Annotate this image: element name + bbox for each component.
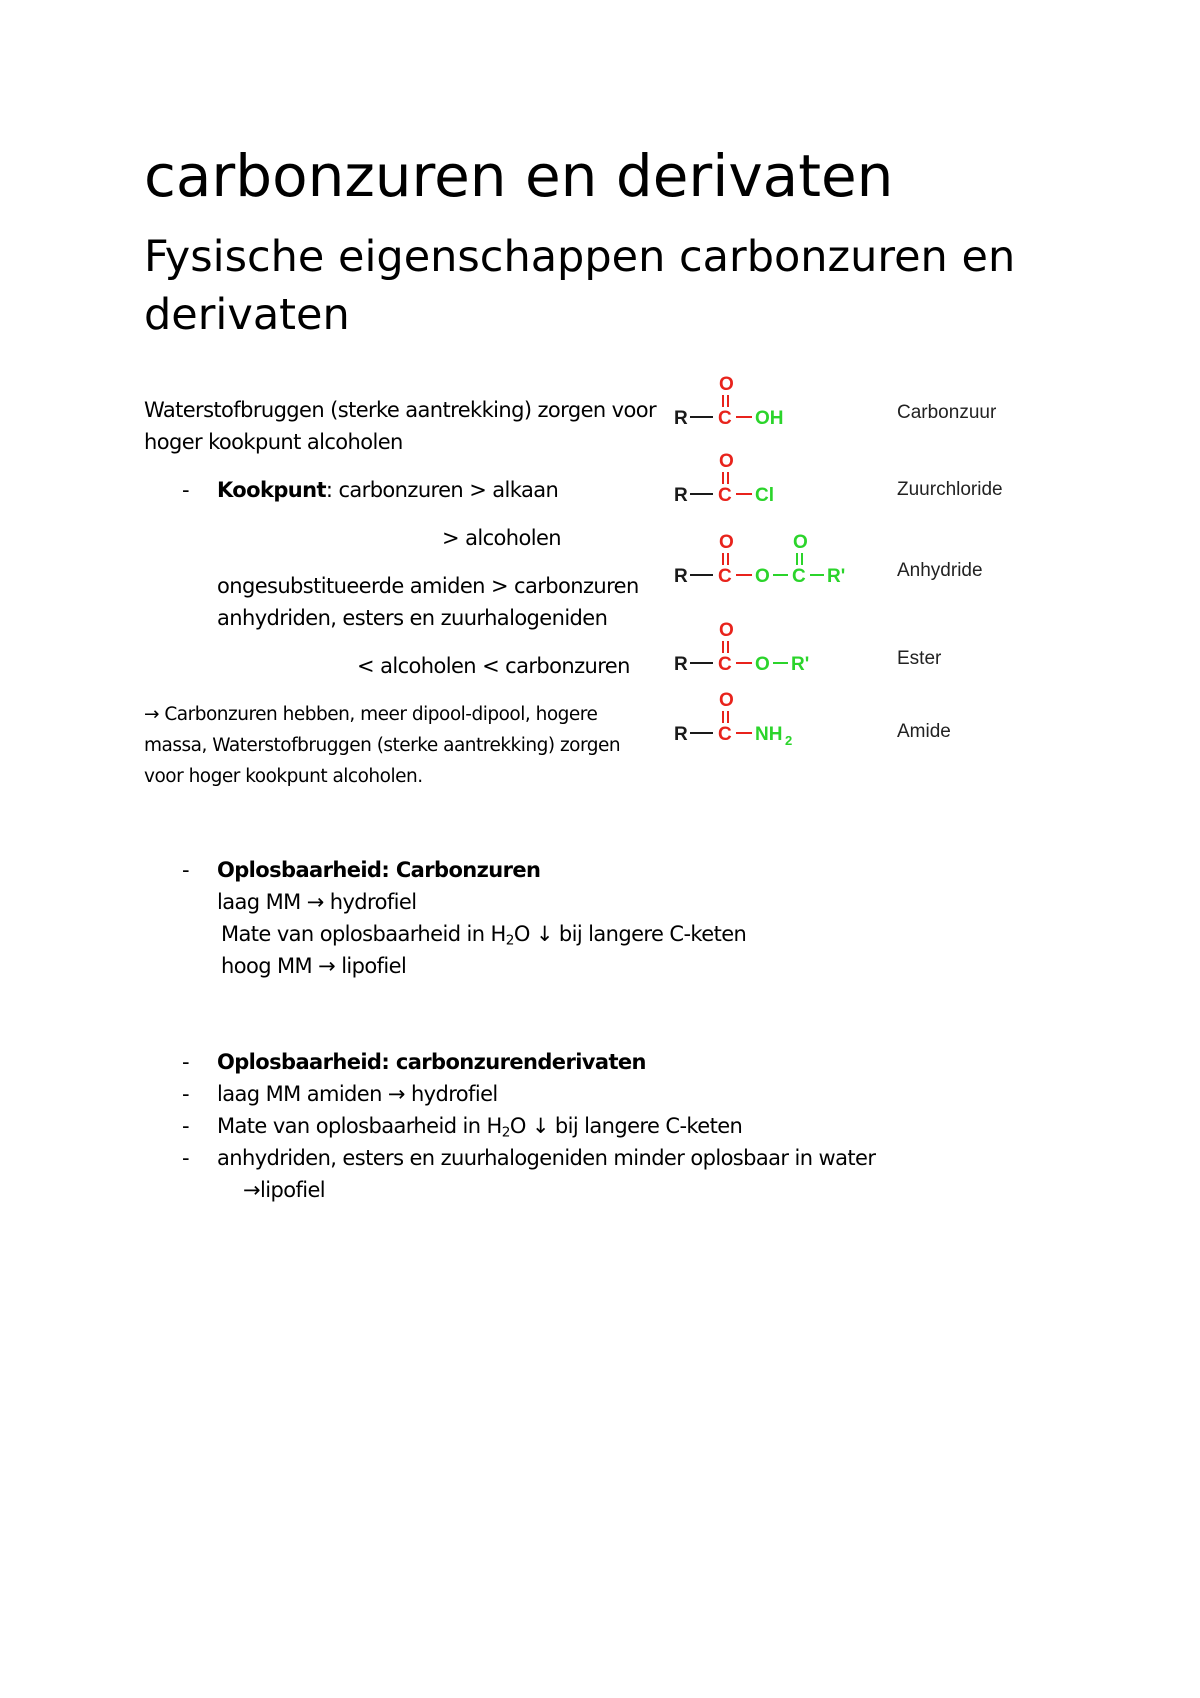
kookpunt-line: anhydriden, esters en zuurhalogeniden [217,606,608,630]
molecule-name: Anhydride [897,560,983,581]
atom-O: O [719,690,734,711]
ester-structure [668,620,868,680]
solubility-acids-heading [217,854,540,886]
kookpunt-label: Kookpunt [217,478,326,502]
atom-O: O [719,451,734,472]
atom-O: O [719,532,734,553]
atom-C: C [718,485,732,506]
solubility-line [221,918,746,950]
kookpunt-line: < alcoholen < carbonzuren [357,654,630,678]
kookpunt-line: > alcoholen [442,526,561,550]
atom-R: R [674,654,688,675]
heading-text: Oplosbaarheid: carbonzurenderivaten [217,1050,646,1074]
atom-R-prime: R' [827,566,846,587]
text: O ↓ bij langere C-keten [513,922,747,946]
kookpunt-text: : carbonzuren > alkaan [325,478,559,502]
subscript-2: 2 [785,733,793,748]
atom-R: R [674,724,688,745]
subscript: 2 [501,1124,510,1141]
atom-NH: NH [755,724,783,745]
molecule-name: Carbonzuur [897,402,997,423]
list-bullet: - [182,1146,190,1170]
list-bullet: - [182,1050,190,1074]
atom-O: O [755,654,770,675]
list-bullet: - [182,478,190,502]
molecule-name: Ester [897,648,942,669]
heading-text: Oplosbaarheid: Carbonzuren [217,858,541,882]
list-bullet: - [182,1114,190,1138]
carbonzuur-structure [668,374,828,434]
atom-R: R [674,566,688,587]
solubility-line: laag MM → hydrofiel [217,890,417,914]
text: O ↓ bij langere C-keten [509,1114,743,1138]
molecule-name: Zuurchloride [897,479,1003,500]
list-item [217,1110,742,1142]
subscript: 2 [505,932,514,949]
list-item: anhydriden, esters en zuurhalogeniden minder oplosbaar in water [217,1146,876,1170]
text: Mate van oplosbaarheid in H [221,922,506,946]
intro-line: Waterstofbruggen (sterke aantrekking) zorgen voor [144,398,657,422]
anhydride-structure [668,532,868,592]
atom-C: C [718,408,732,429]
atom-O: O [793,532,808,553]
atom-O: O [719,620,734,641]
list-item-continuation: →lipofiel [243,1178,326,1202]
zuurchloride-structure [668,451,828,511]
atom-O: O [719,374,734,395]
solubility-derivatives-heading [217,1046,646,1078]
atom-C: C [718,724,732,745]
kookpunt-line: ongesubstitueerde amiden > carbonzuren [217,574,639,598]
note-line: massa, Waterstofbruggen (sterke aantrekking) zorgen [144,735,621,756]
page-title: carbonzuren en derivaten [144,142,894,210]
amide-structure [668,690,828,752]
atom-C: C [718,566,732,587]
text: Mate van oplosbaarheid in H [217,1114,502,1138]
atom-R: R [674,408,688,429]
atom-Cl: Cl [755,485,774,506]
atom-C: C [718,654,732,675]
atom-O: O [755,566,770,587]
intro-line: hoger kookpunt alcoholen [144,430,403,454]
solubility-line: hoog MM → lipofiel [221,954,407,978]
atom-C: C [792,566,806,587]
page-subtitle: Fysische eigenschappen carbonzuren en derivaten [144,232,1016,340]
note-line: → Carbonzuren hebben, meer dipool-dipool, hogere [144,704,598,725]
kookpunt-line [217,474,558,506]
list-bullet: - [182,858,190,882]
list-bullet: - [182,1082,190,1106]
atom-R-prime: R' [791,654,810,675]
atom-R: R [674,485,688,506]
molecule-name: Amide [897,721,951,742]
note-line: voor hoger kookpunt alcoholen. [144,766,423,787]
atom-OH: OH [755,408,784,429]
list-item: laag MM amiden → hydrofiel [217,1082,498,1106]
